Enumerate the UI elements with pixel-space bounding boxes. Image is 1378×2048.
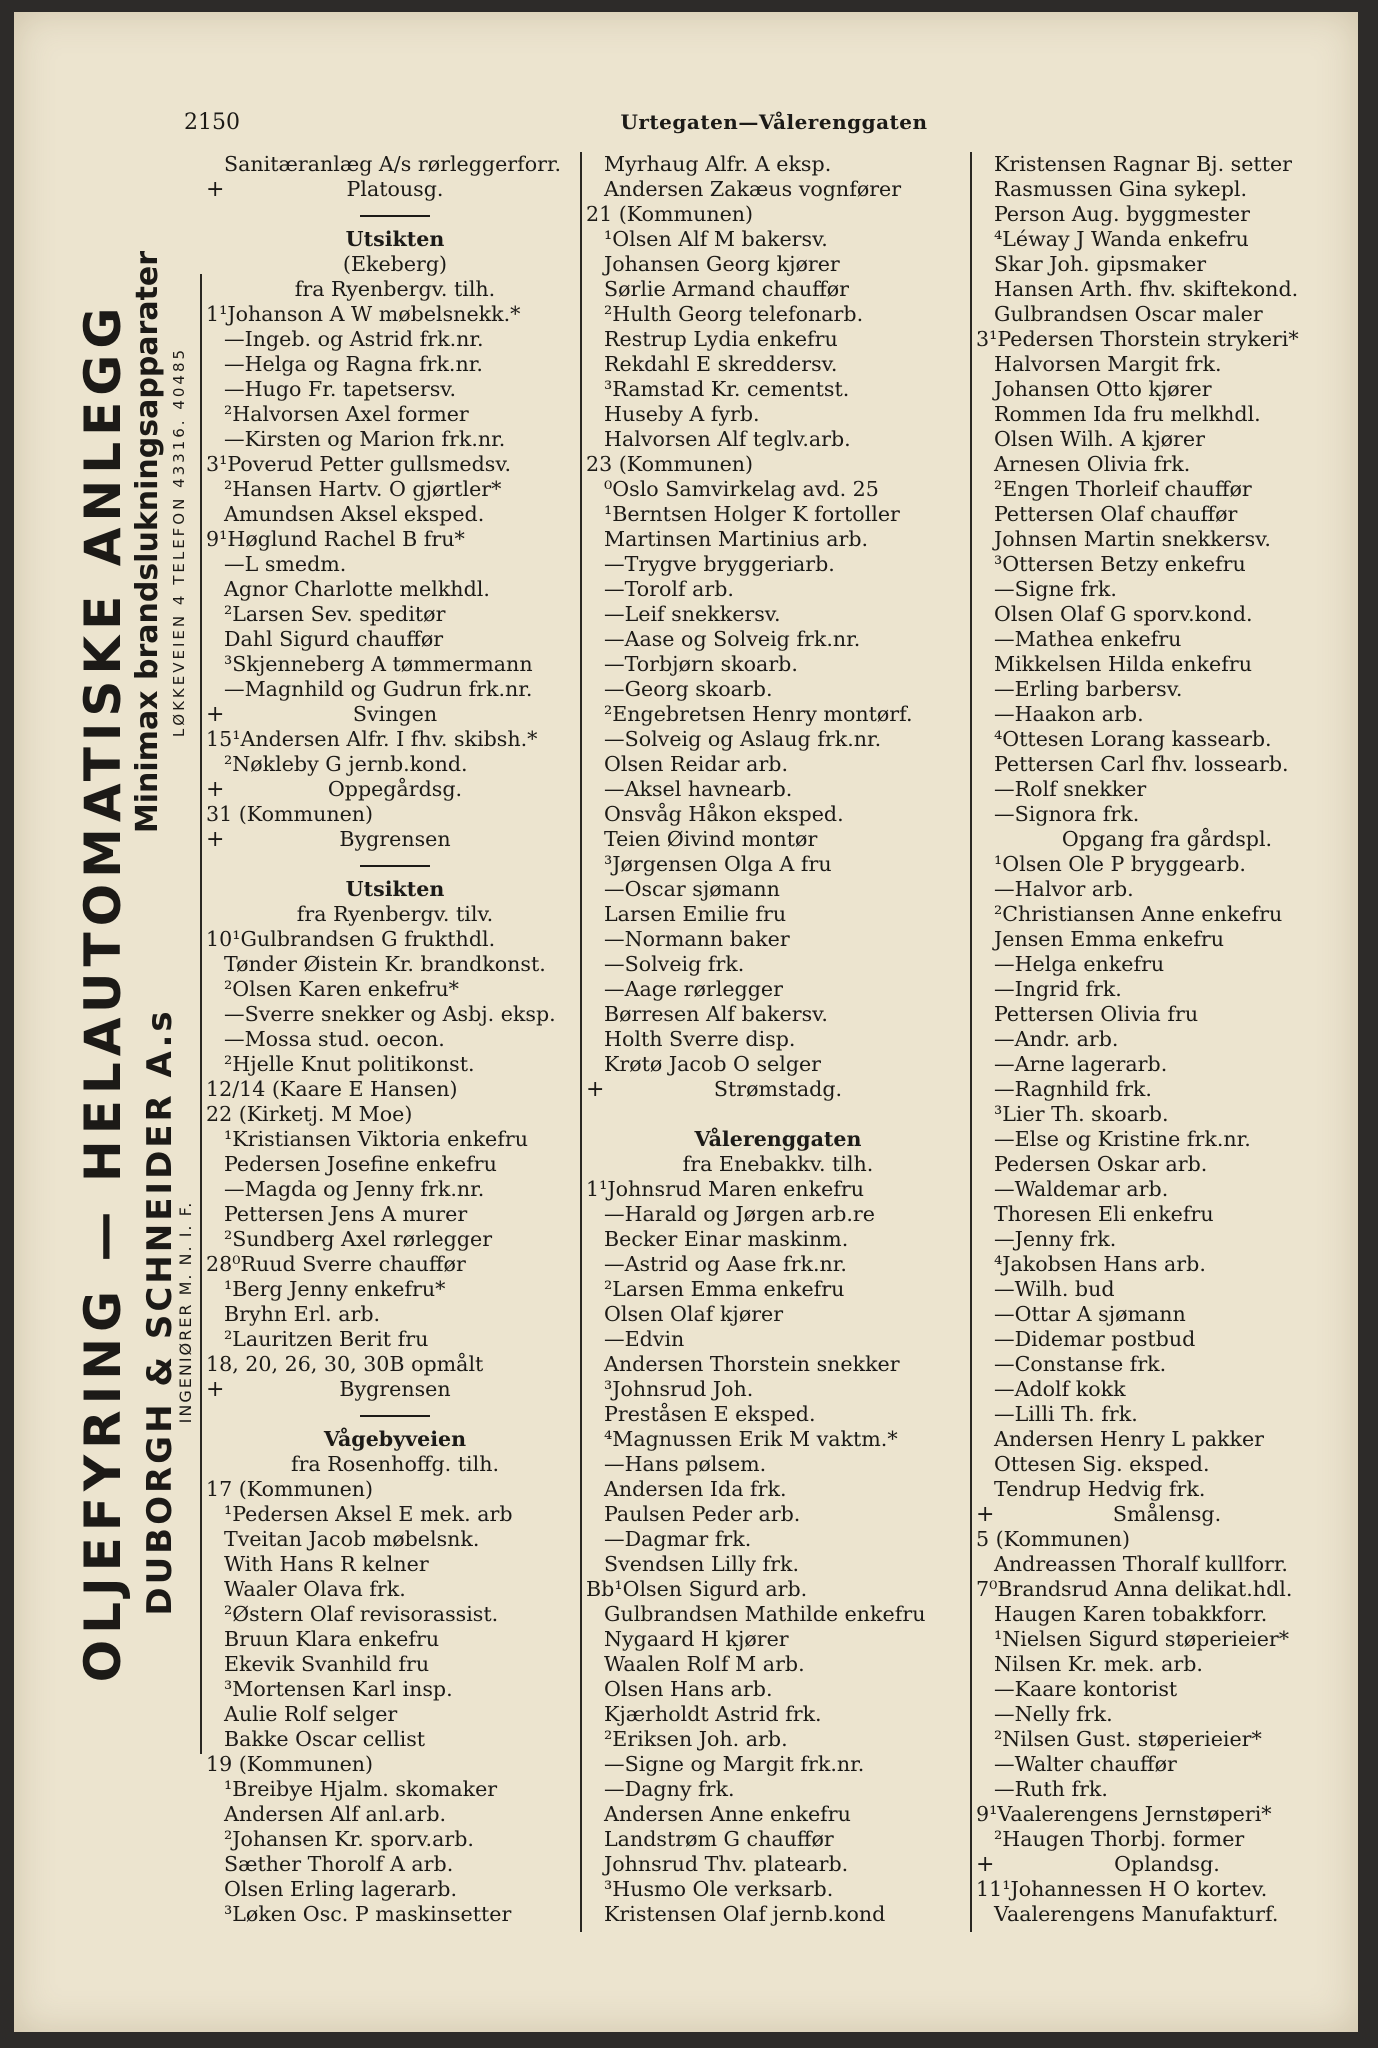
resident-entry: Sørlie Armand chauffør xyxy=(604,277,849,301)
resident-entry: Arnesen Olivia frk. xyxy=(994,452,1191,476)
cross-street xyxy=(206,827,584,852)
resident-entry: —Hugo Fr. tapetsersv. xyxy=(224,377,457,401)
resident-entry: ²Hjelle Knut politikonst. xyxy=(224,1052,475,1076)
resident-entry: ¹Olsen Ole P bryggearb. xyxy=(994,852,1246,876)
ad-engineers: INGENIØRER M. N. I. F. xyxy=(176,1200,195,1424)
resident-entry: —Kirsten og Marion frk.nr. xyxy=(224,427,506,451)
resident-entry: Tveitan Jacob møbelsnk. xyxy=(224,1527,480,1551)
cross-street-name: Oppegårdsg. xyxy=(327,777,463,801)
address-entry: 3¹Pedersen Thorstein strykeri* xyxy=(976,327,1299,351)
resident-entry: ⁰Oslo Samvirkelag avd. 25 xyxy=(604,477,879,501)
street-subheading: fra Rosenhoffg. tilh. xyxy=(290,1452,500,1476)
column-divider xyxy=(580,152,582,1932)
resident-entry: Amundsen Aksel eksped. xyxy=(224,502,485,526)
address-entry: 15¹Andersen Alfr. I fhv. skibsh.* xyxy=(206,727,538,751)
cross-street-name: Oplandsg. xyxy=(1114,1852,1220,1876)
resident-entry: ¹Pedersen Aksel E mek. arb xyxy=(224,1502,513,1526)
resident-entry: Bakke Oscar cellist xyxy=(224,1727,426,1751)
column-divider xyxy=(970,152,972,1932)
resident-entry: ²Nøkleby G jernb.kond. xyxy=(224,752,468,776)
resident-entry: —Haakon arb. xyxy=(994,702,1144,726)
resident-entry: —Adolf kokk xyxy=(994,1377,1126,1401)
resident-entry: ²Lauritzen Berit fru xyxy=(224,1327,429,1351)
resident-entry: —Signora frk. xyxy=(994,802,1140,826)
cross-street xyxy=(586,1077,970,1102)
resident-entry: —Sverre snekker og Asbj. eksp. xyxy=(224,1002,556,1026)
resident-entry: Martinsen Martinius arb. xyxy=(604,527,869,551)
resident-entry: ²Sundberg Axel rørlegger xyxy=(224,1227,493,1251)
resident-entry: Kristensen Ragnar Bj. setter xyxy=(994,152,1292,176)
resident-entry: —Else og Kristine frk.nr. xyxy=(994,1127,1251,1151)
resident-entry: Gulbrandsen Oscar maler xyxy=(994,302,1263,326)
ad-divider xyxy=(200,274,202,1754)
page-number: 2150 xyxy=(184,110,240,135)
cross-icon: + xyxy=(206,177,225,202)
resident-entry: —Nelly frk. xyxy=(994,1702,1113,1726)
cross-street xyxy=(206,177,584,202)
rule-line xyxy=(360,215,430,217)
resident-entry: ³Løken Osc. P maskinsetter xyxy=(224,1902,512,1926)
cross-icon: + xyxy=(976,1502,995,1527)
resident-entry: With Hans R kelner xyxy=(224,1552,429,1576)
resident-entry: Myrhaug Alfr. A eksp. xyxy=(604,152,832,176)
blank-line xyxy=(586,1102,970,1127)
street-subheading: fra Ryenbergv. tilv. xyxy=(296,902,494,926)
street-heading: Vålerenggaten xyxy=(694,1127,862,1151)
resident-entry: —Oscar sjømann xyxy=(604,877,780,901)
resident-entry: —Leif snekkersv. xyxy=(604,602,781,626)
cross-icon: + xyxy=(976,1852,995,1877)
resident-entry: —Didemar postbud xyxy=(994,1327,1196,1351)
resident-entry: Waalen Rolf M arb. xyxy=(604,1652,805,1676)
cross-street xyxy=(206,1377,584,1402)
resident-entry: ²Østern Olaf revisorassist. xyxy=(224,1602,499,1626)
cross-icon: + xyxy=(206,777,225,802)
resident-entry: Andersen Alf anl.arb. xyxy=(224,1802,447,1826)
address-entry: 7⁰Brandsrud Anna delikat.hdl. xyxy=(976,1577,1293,1601)
address-entry: 9¹Vaalerengens Jernstøperi* xyxy=(976,1802,1272,1826)
resident-entry: ¹Nielsen Sigurd støperieier* xyxy=(994,1627,1290,1651)
cross-street-name: Bygrensen xyxy=(339,827,451,851)
resident-entry: —Georg skoarb. xyxy=(604,677,773,701)
resident-entry: Nilsen Kr. mek. arb. xyxy=(994,1652,1203,1676)
resident-entry: —Andr. arb. xyxy=(994,1027,1119,1051)
resident-entry: Ekevik Svanhild fru xyxy=(224,1652,430,1676)
street-heading: Utsikten xyxy=(345,877,445,901)
street-subheading: (Ekeberg) xyxy=(342,252,448,276)
resident-entry: ³Ramstad Kr. cementst. xyxy=(604,377,850,401)
cross-street xyxy=(206,777,584,802)
address-entry: 22 (Kirketj. M Moe) xyxy=(206,1102,413,1126)
cross-icon: + xyxy=(206,827,225,852)
resident-entry: Kjærholdt Astrid frk. xyxy=(604,1702,822,1726)
resident-entry: ³Lier Th. skoarb. xyxy=(994,1102,1169,1126)
resident-entry: ²Christiansen Anne enkefru xyxy=(994,902,1283,926)
resident-entry: Restrup Lydia enkefru xyxy=(604,327,838,351)
resident-entry: ²Olsen Karen enkefru* xyxy=(224,977,459,1001)
resident-entry: ³Jørgensen Olga A fru xyxy=(604,852,832,876)
resident-entry: Gulbrandsen Mathilde enkefru xyxy=(604,1602,926,1626)
resident-entry: —Signe og Margit frk.nr. xyxy=(604,1752,865,1776)
resident-entry: Krøtø Jacob O selger xyxy=(604,1052,822,1076)
resident-entry: —Ottar A sjømann xyxy=(994,1302,1186,1326)
resident-entry: —Mossa stud. oecon. xyxy=(224,1027,445,1051)
address-entry: 5 (Kommunen) xyxy=(976,1527,1130,1551)
resident-entry: Mikkelsen Hilda enkefru xyxy=(994,652,1252,676)
resident-entry: Agnor Charlotte melkhdl. xyxy=(224,577,490,601)
address-entry: 9¹Høglund Rachel B fru* xyxy=(206,527,465,551)
resident-entry: Sæther Thorolf A arb. xyxy=(224,1852,454,1876)
resident-entry: Olsen Reidar arb. xyxy=(604,752,789,776)
resident-entry: Haugen Karen tobakkforr. xyxy=(994,1602,1268,1626)
resident-entry: Kristensen Olaf jernb.kond xyxy=(604,1902,886,1926)
resident-entry: Waaler Olava frk. xyxy=(224,1577,406,1601)
resident-entry: ³Husmo Ole verksarb. xyxy=(604,1877,834,1901)
resident-entry: ³Johnsrud Joh. xyxy=(604,1377,754,1401)
directory-page xyxy=(14,12,1358,2032)
cross-icon: + xyxy=(586,1077,605,1102)
resident-entry: ²Engebretsen Henry montørf. xyxy=(604,702,913,726)
address-entry: 17 (Kommunen) xyxy=(206,1477,374,1501)
resident-entry: —Magnhild og Gudrun frk.nr. xyxy=(224,677,533,701)
resident-entry: —Aage rørlegger xyxy=(604,977,783,1001)
resident-entry: Person Aug. byggmester xyxy=(994,202,1250,226)
cross-street xyxy=(976,1502,1358,1527)
resident-entry: Børresen Alf bakersv. xyxy=(604,1002,828,1026)
resident-entry: Andersen Ida frk. xyxy=(604,1477,787,1501)
running-title: Urtegaten—Vålerenggaten xyxy=(620,110,928,134)
address-entry: 28⁰Ruud Sverre chauffør xyxy=(206,1252,466,1276)
resident-entry: —Wilh. bud xyxy=(994,1277,1115,1301)
rule-line xyxy=(360,865,430,867)
rule-line xyxy=(360,1415,430,1417)
resident-entry: —Jenny frk. xyxy=(994,1227,1117,1251)
resident-entry: Landstrøm G chauffør xyxy=(604,1827,834,1851)
street-subheading: fra Ryenbergv. tilh. xyxy=(294,277,496,301)
resident-entry: —Magda og Jenny frk.nr. xyxy=(224,1177,485,1201)
resident-entry: Teien Øivind montør xyxy=(604,827,818,851)
address-entry: 19 (Kommunen) xyxy=(206,1752,374,1776)
resident-entry: —Waldemar arb. xyxy=(994,1177,1169,1201)
resident-entry: Ottesen Sig. eksped. xyxy=(994,1452,1210,1476)
resident-entry: ⁴Jakobsen Hans arb. xyxy=(994,1252,1206,1276)
cross-street-name: Svingen xyxy=(352,702,438,726)
resident-entry: —Harald og Jørgen arb.re xyxy=(604,1202,875,1226)
cross-street xyxy=(206,702,584,727)
resident-entry: —Dagny frk. xyxy=(604,1777,735,1801)
resident-entry: ⁴Ottesen Lorang kassearb. xyxy=(994,727,1272,751)
resident-entry: Aulie Rolf selger xyxy=(224,1702,398,1726)
resident-entry: Olsen Wilh. A kjører xyxy=(994,427,1205,451)
resident-entry: Pettersen Olaf chauffør xyxy=(994,502,1238,526)
ad-extinguishers: Minimax brandslukningsapparater xyxy=(130,250,165,834)
section-rule xyxy=(206,852,584,877)
resident-entry: ¹Olsen Alf M bakersv. xyxy=(604,227,828,251)
resident-entry: Halvorsen Margit frk. xyxy=(994,352,1222,376)
ad-oil-heating: OLJEFYRING — HELAUTOMATISKE ANLEGG xyxy=(74,301,132,1683)
street-heading: Utsikten xyxy=(345,227,445,251)
resident-entry: —Ragnhild frk. xyxy=(994,1077,1152,1101)
resident-entry: Jensen Emma enkefru xyxy=(994,927,1225,951)
address-entry: 18, 20, 26, 30, 30B opmålt xyxy=(206,1352,484,1376)
resident-entry: —Ruth frk. xyxy=(994,1777,1108,1801)
resident-entry: Andersen Anne enkefru xyxy=(604,1802,851,1826)
resident-entry: Andersen Thorstein snekker xyxy=(604,1352,900,1376)
resident-entry: —Solveig frk. xyxy=(604,952,745,976)
resident-entry: Olsen Hans arb. xyxy=(604,1677,773,1701)
resident-entry: ²Larsen Sev. speditør xyxy=(224,602,446,626)
resident-entry: ⁴Léway J Wanda enkefru xyxy=(994,227,1249,251)
column-3 xyxy=(976,152,1358,1927)
resident-entry: Pedersen Oskar arb. xyxy=(994,1152,1208,1176)
street-subheading: Opgang fra gårdspl. xyxy=(1061,827,1273,851)
resident-entry: Rekdahl E skreddersv. xyxy=(604,352,838,376)
resident-entry: Olsen Erling lagerarb. xyxy=(224,1877,458,1901)
resident-entry: Huseby A fyrb. xyxy=(604,402,760,426)
resident-entry: Larsen Emilie fru xyxy=(604,902,787,926)
resident-entry: ²Hansen Hartv. O gjørtler* xyxy=(224,477,502,501)
resident-entry: ¹Kristiansen Viktoria enkefru xyxy=(224,1127,528,1151)
cross-icon: + xyxy=(206,1377,225,1402)
resident-entry: Preståsen E eksped. xyxy=(604,1402,816,1426)
resident-entry: Andreassen Thoralf kullforr. xyxy=(994,1552,1288,1576)
resident-entry: Tendrup Hedvig frk. xyxy=(994,1477,1206,1501)
cross-street-name: Smålensg. xyxy=(1112,1502,1222,1526)
resident-entry: —Mathea enkefru xyxy=(994,627,1182,651)
address-entry: 3¹Poverud Petter gullsmedsv. xyxy=(206,452,512,476)
section-rule xyxy=(206,1402,584,1427)
resident-entry: Johnsen Martin snekkersv. xyxy=(994,527,1271,551)
column-2 xyxy=(586,152,970,1927)
resident-entry: Thoresen Eli enkefru xyxy=(994,1202,1214,1226)
resident-entry: Hansen Arth. fhv. skiftekond. xyxy=(994,277,1299,301)
resident-entry: —Edvin xyxy=(604,1327,685,1351)
cross-street-name: Bygrensen xyxy=(339,1377,451,1401)
resident-entry: ³Ottersen Betzy enkefru xyxy=(994,552,1246,576)
cross-street xyxy=(976,1852,1358,1877)
resident-entry: —Dagmar frk. xyxy=(604,1527,752,1551)
resident-entry: Pettersen Carl fhv. lossearb. xyxy=(994,752,1289,776)
resident-entry: Tønder Øistein Kr. brandkonst. xyxy=(224,952,546,976)
resident-entry: Johansen Otto kjører xyxy=(994,377,1212,401)
street-subheading: fra Enebakkv. tilh. xyxy=(682,1152,874,1176)
resident-entry: ²Halvorsen Axel former xyxy=(224,402,469,426)
resident-entry: ²Haugen Thorbj. former xyxy=(994,1827,1245,1851)
resident-entry: —Helga og Ragna frk.nr. xyxy=(224,352,483,376)
resident-entry: —L smedm. xyxy=(224,552,347,576)
resident-entry: —Lilli Th. frk. xyxy=(994,1402,1138,1426)
address-entry: 23 (Kommunen) xyxy=(586,452,754,476)
resident-entry: —Ingrid frk. xyxy=(994,977,1122,1001)
resident-entry: —Rolf snekker xyxy=(994,777,1147,801)
resident-entry: —Hans pølsem. xyxy=(604,1452,767,1476)
resident-entry: Olsen Olaf kjører xyxy=(604,1302,784,1326)
resident-entry: —Torbjørn skoarb. xyxy=(604,652,798,676)
cross-icon: + xyxy=(206,702,225,727)
column-1 xyxy=(206,152,584,1927)
advertisement-vertical xyxy=(72,222,202,1762)
resident-entry: —Trygve bryggeriarb. xyxy=(604,552,835,576)
resident-entry: —Halvor arb. xyxy=(994,877,1134,901)
resident-entry: Olsen Olaf G sporv.kond. xyxy=(994,602,1253,626)
section-rule xyxy=(206,202,584,227)
address-entry: 12/14 (Kaare E Hansen) xyxy=(206,1077,458,1101)
resident-entry: —Astrid og Aase frk.nr. xyxy=(604,1252,847,1276)
resident-entry: —Arne lagerarb. xyxy=(994,1052,1168,1076)
resident-entry: Dahl Sigurd chauffør xyxy=(224,627,444,651)
resident-entry: Johansen Georg kjører xyxy=(604,252,840,276)
address-entry: 11¹Johannessen H O kortev. xyxy=(976,1877,1268,1901)
resident-entry: —Helga enkefru xyxy=(994,952,1165,976)
resident-entry: ¹Berg Jenny enkefru* xyxy=(224,1277,446,1301)
resident-entry: Bruun Klara enkefru xyxy=(224,1627,440,1651)
resident-entry: Holth Sverre disp. xyxy=(604,1027,796,1051)
resident-entry: Andersen Zakæus vognfører xyxy=(604,177,902,201)
cross-street-name: Strømstadg. xyxy=(713,1077,843,1101)
resident-entry: ¹Breibye Hjalm. skomaker xyxy=(224,1777,498,1801)
resident-entry: —Aase og Solveig frk.nr. xyxy=(604,627,861,651)
address-entry: 1¹Johnsrud Maren enkefru xyxy=(586,1177,864,1201)
resident-entry: Becker Einar maskinm. xyxy=(604,1227,849,1251)
resident-entry: Pedersen Josefine enkefru xyxy=(224,1152,497,1176)
resident-entry: —Signe frk. xyxy=(994,577,1117,601)
ad-address: LØKKEVEIEN 4 TELEFON 43316. 40485 xyxy=(170,346,188,738)
resident-entry: —Aksel havnearb. xyxy=(604,777,793,801)
resident-entry: ⁴Magnussen Erik M vaktm.* xyxy=(604,1427,898,1451)
resident-entry: Bryhn Erl. arb. xyxy=(224,1302,381,1326)
street-heading: Vågebyveien xyxy=(323,1427,467,1451)
resident-entry: Pettersen Olivia fru xyxy=(994,1002,1199,1026)
resident-entry: —Ingeb. og Astrid frk.nr. xyxy=(224,327,484,351)
resident-entry: Sanitæranlæg A/s rørleggerforr. xyxy=(224,152,562,176)
resident-entry: ²Nilsen Gust. støperieier* xyxy=(994,1727,1262,1751)
resident-entry: Onsvåg Håkon eksped. xyxy=(604,802,844,826)
address-entry: 10¹Gulbrandsen G frukthdl. xyxy=(206,927,496,951)
resident-entry: Nygaard H kjører xyxy=(604,1627,789,1651)
resident-entry: —Constanse frk. xyxy=(994,1352,1167,1376)
cross-street-name: Platousg. xyxy=(346,177,444,201)
resident-entry: Johnsrud Thv. platearb. xyxy=(604,1852,849,1876)
resident-entry: —Kaare kontorist xyxy=(994,1677,1178,1701)
resident-entry: ²Engen Thorleif chauffør xyxy=(994,477,1252,501)
resident-entry: ²Hulth Georg telefonarb. xyxy=(604,302,864,326)
address-entry: Bb¹Olsen Sigurd arb. xyxy=(586,1577,808,1601)
resident-entry: Svendsen Lilly frk. xyxy=(604,1552,800,1576)
resident-entry: —Normann baker xyxy=(604,927,790,951)
resident-entry: ²Johansen Kr. sporv.arb. xyxy=(224,1827,474,1851)
resident-entry: ³Skjenneberg A tømmermann xyxy=(224,652,533,676)
address-entry: 31 (Kommunen) xyxy=(206,802,374,826)
resident-entry: Vaalerengens Manufakturf. xyxy=(994,1902,1279,1926)
resident-entry: Halvorsen Alf teglv.arb. xyxy=(604,427,851,451)
address-entry: 21 (Kommunen) xyxy=(586,202,754,226)
resident-entry: Rommen Ida fru melkhdl. xyxy=(994,402,1261,426)
resident-entry: Andersen Henry L pakker xyxy=(994,1427,1265,1451)
ad-company-name: DUBORGH & SCHNEIDER A.s xyxy=(140,1008,180,1616)
resident-entry: Paulsen Peder arb. xyxy=(604,1502,801,1526)
resident-entry: —Erling barbersv. xyxy=(994,677,1183,701)
resident-entry: —Torolf arb. xyxy=(604,577,734,601)
resident-entry: ²Larsen Emma enkefru xyxy=(604,1277,845,1301)
resident-entry: ¹Berntsen Holger K fortoller xyxy=(604,502,900,526)
resident-entry: Skar Joh. gipsmaker xyxy=(994,252,1207,276)
resident-entry: —Solveig og Aslaug frk.nr. xyxy=(604,727,882,751)
resident-entry: ³Mortensen Karl insp. xyxy=(224,1677,453,1701)
resident-entry: Pettersen Jens A murer xyxy=(224,1202,468,1226)
resident-entry: Rasmussen Gina sykepl. xyxy=(994,177,1248,201)
resident-entry: —Walter chauffør xyxy=(994,1752,1177,1776)
address-entry: 1¹Johanson A W møbelsnekk.* xyxy=(206,302,521,326)
resident-entry: ²Eriksen Joh. arb. xyxy=(604,1727,788,1751)
